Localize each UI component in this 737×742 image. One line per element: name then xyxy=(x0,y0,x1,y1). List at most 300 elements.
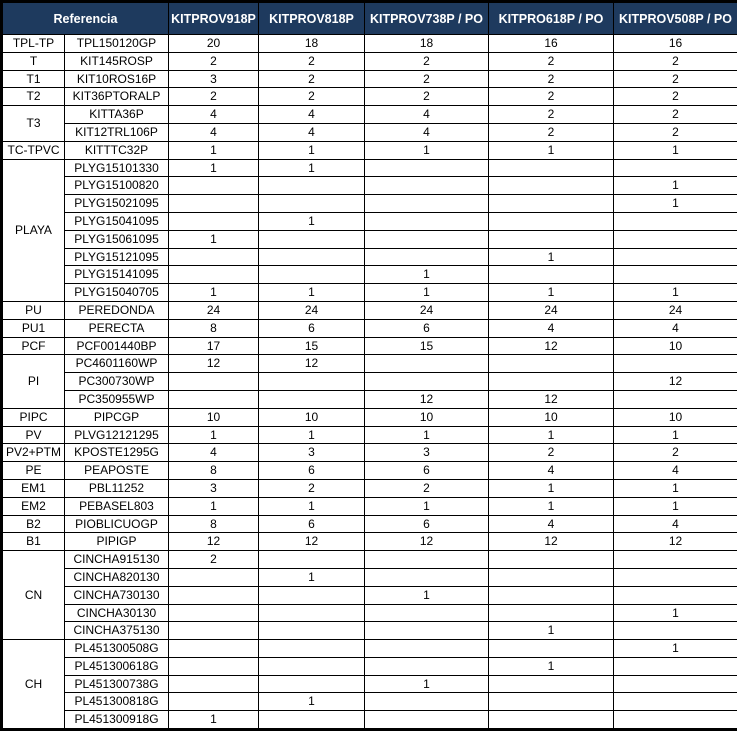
table-row xyxy=(2,604,737,622)
reference-cell: PLYG15041095 xyxy=(65,212,169,230)
quantity-cell: 2 xyxy=(169,88,259,106)
quantity-cell xyxy=(169,693,259,711)
quantity-cell xyxy=(489,177,614,195)
quantity-cell xyxy=(259,586,365,604)
quantity-cell: 2 xyxy=(365,70,489,88)
quantity-cell: 12 xyxy=(489,337,614,355)
header-row xyxy=(2,2,737,35)
quantity-cell: 1 xyxy=(365,141,489,159)
quantity-cell: 1 xyxy=(169,497,259,515)
quantity-cell: 1 xyxy=(489,284,614,302)
quantity-cell: 2 xyxy=(169,52,259,70)
reference-cell: PLYG15040705 xyxy=(65,284,169,302)
quantity-cell xyxy=(259,711,365,730)
quantity-cell: 1 xyxy=(169,711,259,730)
quantity-cell xyxy=(614,568,737,586)
quantity-cell: 20 xyxy=(169,35,259,53)
quantity-cell: 6 xyxy=(365,319,489,337)
quantity-cell: 1 xyxy=(365,586,489,604)
table-body xyxy=(2,35,737,730)
quantity-cell: 12 xyxy=(365,390,489,408)
quantity-cell: 16 xyxy=(614,35,737,53)
quantity-cell xyxy=(365,177,489,195)
quantity-cell xyxy=(489,373,614,391)
quantity-cell: 12 xyxy=(614,373,737,391)
reference-cell: CINCHA820130 xyxy=(65,568,169,586)
quantity-cell: 12 xyxy=(365,533,489,551)
category-cell: PE xyxy=(2,462,65,480)
category-cell: CN xyxy=(2,551,65,640)
table-row xyxy=(2,515,737,533)
quantity-cell xyxy=(259,177,365,195)
column-header-kitprov818p: KITPROV818P xyxy=(259,2,365,35)
quantity-cell: 15 xyxy=(365,337,489,355)
table-row xyxy=(2,88,737,106)
reference-cell: PL451300818G xyxy=(65,693,169,711)
quantity-cell: 4 xyxy=(489,515,614,533)
table-row xyxy=(2,248,737,266)
quantity-cell: 6 xyxy=(365,515,489,533)
quantity-cell xyxy=(489,640,614,658)
table-row xyxy=(2,711,737,730)
quantity-cell xyxy=(614,212,737,230)
table-row xyxy=(2,462,737,480)
reference-cell: CINCHA730130 xyxy=(65,586,169,604)
table-row xyxy=(2,622,737,640)
quantity-cell xyxy=(489,711,614,730)
quantity-cell: 10 xyxy=(169,408,259,426)
quantity-cell: 2 xyxy=(169,551,259,569)
quantity-cell: 10 xyxy=(489,408,614,426)
quantity-cell: 4 xyxy=(489,462,614,480)
table-row xyxy=(2,568,737,586)
reference-cell: KIT12TRL106P xyxy=(65,123,169,141)
quantity-cell xyxy=(489,230,614,248)
quantity-cell: 1 xyxy=(489,622,614,640)
column-header-kitprov918p: KITPROV918P xyxy=(169,2,259,35)
table-row xyxy=(2,479,737,497)
column-header-kitprov508p-po: KITPROV508P / PO xyxy=(614,2,737,35)
quantity-cell: 1 xyxy=(614,426,737,444)
quantity-cell: 1 xyxy=(259,426,365,444)
quantity-cell xyxy=(614,266,737,284)
quantity-cell xyxy=(259,248,365,266)
quantity-cell: 4 xyxy=(259,106,365,124)
quantity-cell: 1 xyxy=(614,604,737,622)
quantity-cell: 8 xyxy=(169,319,259,337)
quantity-cell xyxy=(259,266,365,284)
quantity-cell: 2 xyxy=(489,444,614,462)
quantity-cell: 2 xyxy=(259,52,365,70)
quantity-cell: 1 xyxy=(614,195,737,213)
quantity-cell: 2 xyxy=(259,479,365,497)
quantity-cell: 1 xyxy=(614,284,737,302)
quantity-cell: 24 xyxy=(489,301,614,319)
table-row xyxy=(2,266,737,284)
reference-cell: KITTTC32P xyxy=(65,141,169,159)
table-row xyxy=(2,141,737,159)
quantity-cell xyxy=(614,586,737,604)
reference-cell: KIT10ROS16P xyxy=(65,70,169,88)
quantity-cell: 10 xyxy=(365,408,489,426)
quantity-cell: 1 xyxy=(489,248,614,266)
category-cell: PIPC xyxy=(2,408,65,426)
quantity-cell: 1 xyxy=(489,657,614,675)
quantity-cell xyxy=(489,266,614,284)
quantity-cell: 24 xyxy=(365,301,489,319)
table-row xyxy=(2,301,737,319)
quantity-cell xyxy=(614,657,737,675)
quantity-cell xyxy=(169,604,259,622)
quantity-cell xyxy=(614,159,737,177)
quantity-cell xyxy=(169,568,259,586)
category-cell: PV2+PTM xyxy=(2,444,65,462)
table-row xyxy=(2,123,737,141)
reference-cell: PBL11252 xyxy=(65,479,169,497)
table-row xyxy=(2,230,737,248)
quantity-cell: 2 xyxy=(489,88,614,106)
quantity-cell: 2 xyxy=(365,88,489,106)
reference-cell: PC4601160WP xyxy=(65,355,169,373)
quantity-cell xyxy=(259,675,365,693)
table-row xyxy=(2,640,737,658)
reference-cell: PLYG15061095 xyxy=(65,230,169,248)
quantity-cell xyxy=(365,355,489,373)
reference-cell: KITTA36P xyxy=(65,106,169,124)
table-row xyxy=(2,70,737,88)
category-cell: T2 xyxy=(2,88,65,106)
quantity-cell: 6 xyxy=(259,462,365,480)
table-row xyxy=(2,319,737,337)
table-row xyxy=(2,693,737,711)
quantity-cell xyxy=(169,373,259,391)
table-row xyxy=(2,373,737,391)
table-row xyxy=(2,444,737,462)
quantity-cell: 1 xyxy=(489,479,614,497)
quantity-cell: 1 xyxy=(365,284,489,302)
category-cell: EM1 xyxy=(2,479,65,497)
quantity-cell: 1 xyxy=(169,159,259,177)
table-row xyxy=(2,497,737,515)
quantity-cell: 24 xyxy=(614,301,737,319)
quantity-cell: 1 xyxy=(169,141,259,159)
quantity-cell: 8 xyxy=(169,515,259,533)
quantity-cell xyxy=(259,657,365,675)
category-cell: PI xyxy=(2,355,65,408)
quantity-cell xyxy=(365,568,489,586)
quantity-cell: 4 xyxy=(614,462,737,480)
quantity-cell xyxy=(489,693,614,711)
table-row xyxy=(2,408,737,426)
quantity-cell: 2 xyxy=(614,123,737,141)
category-cell: TPL-TP xyxy=(2,35,65,53)
table-row xyxy=(2,106,737,124)
quantity-cell: 2 xyxy=(259,70,365,88)
quantity-cell xyxy=(169,657,259,675)
category-cell: T1 xyxy=(2,70,65,88)
quantity-cell xyxy=(489,159,614,177)
reference-cell: PC350955WP xyxy=(65,390,169,408)
quantity-cell xyxy=(365,622,489,640)
reference-cell: PLYG15141095 xyxy=(65,266,169,284)
reference-cell: PL451300918G xyxy=(65,711,169,730)
quantity-cell: 1 xyxy=(169,426,259,444)
quantity-cell xyxy=(614,622,737,640)
table-row xyxy=(2,426,737,444)
quantity-cell xyxy=(169,640,259,658)
quantity-cell xyxy=(259,230,365,248)
reference-cell: PEAPOSTE xyxy=(65,462,169,480)
quantity-cell: 24 xyxy=(169,301,259,319)
quantity-cell xyxy=(489,551,614,569)
quantity-cell xyxy=(614,230,737,248)
quantity-cell: 2 xyxy=(614,106,737,124)
quantity-cell xyxy=(169,390,259,408)
quantity-cell: 1 xyxy=(259,693,365,711)
category-cell: PCF xyxy=(2,337,65,355)
quantity-cell xyxy=(614,390,737,408)
reference-cell: CINCHA30130 xyxy=(65,604,169,622)
quantity-cell: 24 xyxy=(259,301,365,319)
quantity-cell xyxy=(169,212,259,230)
quantity-cell: 4 xyxy=(365,106,489,124)
table-row xyxy=(2,675,737,693)
column-header-kitprov738p-po: KITPROV738P / PO xyxy=(365,2,489,35)
quantity-cell xyxy=(614,693,737,711)
quantity-cell: 4 xyxy=(259,123,365,141)
quantity-cell: 1 xyxy=(614,640,737,658)
reference-cell: PIPCGP xyxy=(65,408,169,426)
quantity-cell xyxy=(614,551,737,569)
reference-cell: PLYG15100820 xyxy=(65,177,169,195)
quantity-cell: 8 xyxy=(169,462,259,480)
reference-cell: CINCHA375130 xyxy=(65,622,169,640)
quantity-cell: 16 xyxy=(489,35,614,53)
quantity-cell xyxy=(259,640,365,658)
reference-cell: CINCHA915130 xyxy=(65,551,169,569)
table-row xyxy=(2,355,737,373)
reference-cell: PLYG15121095 xyxy=(65,248,169,266)
quantity-cell: 2 xyxy=(489,123,614,141)
reference-cell: KIT145ROSP xyxy=(65,52,169,70)
quantity-cell xyxy=(489,195,614,213)
table-row xyxy=(2,337,737,355)
quantity-cell xyxy=(614,355,737,373)
quantity-cell: 2 xyxy=(614,70,737,88)
quantity-cell: 3 xyxy=(259,444,365,462)
reference-cell: TPL150120GP xyxy=(65,35,169,53)
table-row xyxy=(2,657,737,675)
reference-cell: PLYG15021095 xyxy=(65,195,169,213)
table-row xyxy=(2,52,737,70)
quantity-cell: 4 xyxy=(614,515,737,533)
quantity-cell: 4 xyxy=(365,123,489,141)
category-cell: TC-TPVC xyxy=(2,141,65,159)
quantity-cell xyxy=(169,248,259,266)
quantity-cell: 15 xyxy=(259,337,365,355)
quantity-cell: 2 xyxy=(614,88,737,106)
quantity-cell: 2 xyxy=(614,52,737,70)
column-header-kitpro618p-po: KITPRO618P / PO xyxy=(489,2,614,35)
quantity-cell xyxy=(365,230,489,248)
quantity-cell xyxy=(365,373,489,391)
table-row xyxy=(2,390,737,408)
quantity-cell: 12 xyxy=(489,533,614,551)
quantity-cell: 12 xyxy=(169,533,259,551)
quantity-cell xyxy=(614,675,737,693)
quantity-cell xyxy=(614,711,737,730)
quantity-cell xyxy=(259,622,365,640)
quantity-cell: 4 xyxy=(169,444,259,462)
quantity-cell: 6 xyxy=(259,515,365,533)
table-row xyxy=(2,35,737,53)
quantity-cell: 1 xyxy=(614,177,737,195)
table-row xyxy=(2,284,737,302)
reference-cell: PLYG15101330 xyxy=(65,159,169,177)
quantity-cell xyxy=(169,177,259,195)
table-row xyxy=(2,586,737,604)
quantity-cell: 1 xyxy=(489,497,614,515)
quantity-cell xyxy=(259,551,365,569)
quantity-cell: 1 xyxy=(169,284,259,302)
quantity-cell: 4 xyxy=(614,319,737,337)
quantity-cell xyxy=(365,693,489,711)
quantity-cell: 1 xyxy=(614,479,737,497)
reference-cell: PL451300508G xyxy=(65,640,169,658)
quantity-cell: 1 xyxy=(365,426,489,444)
category-cell: B1 xyxy=(2,533,65,551)
reference-cell: PCF001440BP xyxy=(65,337,169,355)
quantity-cell: 1 xyxy=(259,212,365,230)
quantity-cell: 1 xyxy=(365,266,489,284)
quantity-cell: 1 xyxy=(259,159,365,177)
table-row xyxy=(2,195,737,213)
column-header-referencia: Referencia xyxy=(2,2,169,35)
table-row xyxy=(2,212,737,230)
table-row xyxy=(2,177,737,195)
quantity-cell: 10 xyxy=(614,408,737,426)
quantity-cell: 1 xyxy=(365,675,489,693)
reference-cell: PEBASEL803 xyxy=(65,497,169,515)
quantity-cell xyxy=(365,657,489,675)
category-cell: PU1 xyxy=(2,319,65,337)
quantity-cell: 6 xyxy=(365,462,489,480)
quantity-cell xyxy=(489,604,614,622)
quantity-cell: 2 xyxy=(365,52,489,70)
category-cell: PU xyxy=(2,301,65,319)
quantity-cell xyxy=(169,622,259,640)
quantity-cell: 1 xyxy=(259,284,365,302)
reference-cell: PEREDONDA xyxy=(65,301,169,319)
quantity-cell: 4 xyxy=(169,123,259,141)
quantity-cell: 2 xyxy=(365,479,489,497)
quantity-cell xyxy=(489,586,614,604)
quantity-cell: 17 xyxy=(169,337,259,355)
quantity-cell: 18 xyxy=(365,35,489,53)
category-cell: PV xyxy=(2,426,65,444)
category-cell: PLAYA xyxy=(2,159,65,301)
quantity-cell xyxy=(169,586,259,604)
quantity-cell xyxy=(489,568,614,586)
quantity-cell xyxy=(365,551,489,569)
quantity-cell: 2 xyxy=(489,106,614,124)
category-cell: EM2 xyxy=(2,497,65,515)
quantity-cell xyxy=(365,159,489,177)
quantity-cell xyxy=(259,373,365,391)
reference-cell: PLVG12121295 xyxy=(65,426,169,444)
reference-cell: PC300730WP xyxy=(65,373,169,391)
quantity-cell xyxy=(365,640,489,658)
category-cell: T xyxy=(2,52,65,70)
quantity-cell xyxy=(614,248,737,266)
quantity-cell: 1 xyxy=(259,568,365,586)
quantity-cell: 10 xyxy=(259,408,365,426)
quantity-cell xyxy=(169,675,259,693)
reference-cell: PL451300618G xyxy=(65,657,169,675)
quantity-cell: 4 xyxy=(169,106,259,124)
quantity-cell: 18 xyxy=(259,35,365,53)
quantity-cell: 12 xyxy=(614,533,737,551)
quantity-cell xyxy=(365,711,489,730)
quantity-cell xyxy=(365,212,489,230)
quantity-cell xyxy=(489,212,614,230)
quantity-cell: 2 xyxy=(489,52,614,70)
quantity-cell: 1 xyxy=(489,141,614,159)
category-cell: B2 xyxy=(2,515,65,533)
quantity-cell: 6 xyxy=(259,319,365,337)
reference-cell: PIOBLICUOGP xyxy=(65,515,169,533)
quantity-cell: 1 xyxy=(259,497,365,515)
table-row xyxy=(2,159,737,177)
reference-cell: PIPIGP xyxy=(65,533,169,551)
quantity-cell: 2 xyxy=(489,70,614,88)
quantity-cell: 3 xyxy=(365,444,489,462)
quantity-cell: 4 xyxy=(489,319,614,337)
quantity-cell: 3 xyxy=(169,479,259,497)
quantity-cell: 1 xyxy=(489,426,614,444)
quantity-cell: 2 xyxy=(614,444,737,462)
quantity-cell xyxy=(489,355,614,373)
quantity-cell: 1 xyxy=(614,141,737,159)
category-cell: CH xyxy=(2,640,65,730)
quantity-cell: 12 xyxy=(169,355,259,373)
quantity-cell: 2 xyxy=(259,88,365,106)
quantity-cell xyxy=(259,390,365,408)
quantity-cell: 12 xyxy=(259,355,365,373)
table-row xyxy=(2,551,737,569)
quantity-cell xyxy=(365,195,489,213)
reference-cell: PL451300738G xyxy=(65,675,169,693)
category-cell: T3 xyxy=(2,106,65,142)
reference-cell: KIT36PTORALP xyxy=(65,88,169,106)
reference-cell: PERECTA xyxy=(65,319,169,337)
quantity-cell: 1 xyxy=(169,230,259,248)
table-row xyxy=(2,533,737,551)
quantity-cell: 1 xyxy=(365,497,489,515)
quantity-cell: 3 xyxy=(169,70,259,88)
quantity-cell xyxy=(259,195,365,213)
quantity-cell xyxy=(169,266,259,284)
quantity-cell xyxy=(365,604,489,622)
quantity-cell xyxy=(259,604,365,622)
quantity-cell xyxy=(365,248,489,266)
quantity-cell: 10 xyxy=(614,337,737,355)
reference-cell: KPOSTE1295G xyxy=(65,444,169,462)
quantity-cell: 12 xyxy=(259,533,365,551)
quantity-cell: 1 xyxy=(259,141,365,159)
quantity-cell xyxy=(169,195,259,213)
quantity-cell xyxy=(489,675,614,693)
